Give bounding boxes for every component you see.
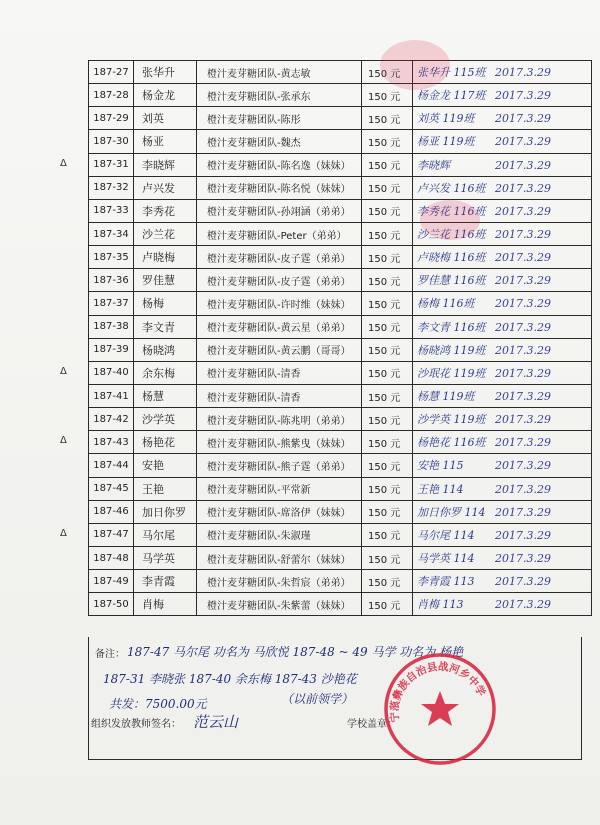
recipient-name: 加日你罗 — [134, 500, 197, 523]
row-number: 187-44 — [89, 454, 134, 477]
sponsor-team: 橙汁麦芽糖团队-朱淑瑾 — [197, 523, 362, 546]
notes-line-3: （以前领学） — [281, 692, 354, 706]
signature-cell — [413, 500, 592, 523]
signature-date: 2017.3.29 — [495, 552, 551, 566]
amount: 150 元 — [362, 523, 413, 546]
recipient-name: 张华升 — [134, 61, 197, 84]
table-row — [89, 593, 592, 616]
recipient-name: 李文青 — [134, 315, 197, 338]
signature-date: 2017.3.29 — [495, 204, 551, 218]
recipient-name: 杨梅 — [134, 292, 197, 315]
signature-name: 安艳 115 — [417, 459, 464, 473]
signature-cell — [413, 546, 592, 569]
signature-cell — [413, 315, 592, 338]
delta-mark: Δ — [60, 528, 67, 539]
row-number: 187-27 — [89, 61, 134, 84]
signature-date: 2017.3.29 — [495, 482, 551, 496]
signature-name: 王艳 114 — [417, 482, 464, 496]
amount: 150 元 — [362, 546, 413, 569]
row-number: 187-28 — [89, 84, 134, 107]
signature-date: 2017.3.29 — [495, 459, 551, 473]
amount: 150 元 — [362, 292, 413, 315]
recipient-name: 杨金龙 — [134, 84, 197, 107]
recipient-name: 沙学英 — [134, 408, 197, 431]
row-number: 187-33 — [89, 199, 134, 222]
sponsor-team: 橙汁麦芽糖团队-陈名逸（妹妹） — [197, 153, 362, 176]
signature-cell — [413, 292, 592, 315]
amount: 150 元 — [362, 338, 413, 361]
signature-cell — [413, 408, 592, 431]
recipient-name: 杨艳花 — [134, 431, 197, 454]
row-number: 187-48 — [89, 546, 134, 569]
signature-name: 李晓辉 — [417, 158, 450, 172]
signature-cell — [413, 431, 592, 454]
total-amount: 共发：7500.00元 — [109, 697, 207, 711]
signature-date: 2017.3.29 — [495, 158, 551, 172]
signature-date: 2017.3.29 — [495, 598, 551, 612]
signature-cell — [413, 523, 592, 546]
table-row — [89, 61, 592, 84]
amount: 150 元 — [362, 246, 413, 269]
sponsor-team: 橙汁麦芽糖团队-皮子霆（弟弟） — [197, 246, 362, 269]
row-number: 187-37 — [89, 292, 134, 315]
table-row — [89, 408, 592, 431]
signature-date: 2017.3.29 — [495, 112, 551, 126]
distribution-table — [88, 60, 592, 616]
table-row — [89, 477, 592, 500]
school-seal — [382, 651, 498, 767]
delta-mark: Δ — [60, 365, 67, 377]
sponsor-team: 橙汁麦芽糖团队-皮子霆（弟弟） — [197, 269, 362, 292]
row-number: 187-45 — [89, 477, 134, 500]
amount: 150 元 — [362, 269, 413, 292]
signature-name: 李青霞 113 — [417, 575, 475, 589]
table-row — [89, 84, 592, 107]
table-row — [89, 292, 592, 315]
signature-date: 2017.3.29 — [495, 575, 551, 589]
table-row — [89, 176, 592, 199]
amount: 150 元 — [362, 176, 413, 199]
sponsor-team: 橙汁麦芽糖团队-朱紫蕾（妹妹） — [197, 593, 362, 616]
row-number: 187-38 — [89, 315, 134, 338]
sponsor-team: 橙汁麦芽糖团队-熊紫曳（妹妹） — [197, 431, 362, 454]
sponsor-team: 橙汁麦芽糖团队-清香 — [197, 361, 362, 384]
recipient-name: 王艳 — [134, 477, 197, 500]
amount: 150 元 — [362, 408, 413, 431]
teacher-signature-label: 组织发放教师签名： — [91, 719, 181, 730]
signature-date: 2017.3.29 — [495, 251, 551, 265]
amount: 150 元 — [362, 361, 413, 384]
signature-name: 杨艳花 116班 — [417, 436, 486, 450]
signature-name: 罗佳慧 116班 — [417, 274, 486, 288]
sponsor-team: 橙汁麦芽糖团队-张承东 — [197, 84, 362, 107]
sponsor-team: 橙汁麦芽糖团队-舒蕾尔（妹妹） — [197, 546, 362, 569]
signature-date: 2017.3.29 — [495, 343, 551, 357]
table-body — [89, 61, 592, 616]
signature-cell — [413, 153, 592, 176]
signature-date: 2017.3.29 — [495, 89, 551, 103]
row-number: 187-30 — [89, 130, 134, 153]
signature-name: 沙兰花 116班 — [417, 228, 486, 242]
signature-name: 杨慧 119班 — [417, 390, 475, 404]
recipient-name: 李青霞 — [134, 570, 197, 593]
signature-cell — [413, 176, 592, 199]
sponsor-team: 橙汁麦芽糖团队-陈名悦（妹妹） — [197, 176, 362, 199]
signature-cell — [413, 477, 592, 500]
table-row — [89, 570, 592, 593]
amount: 150 元 — [362, 500, 413, 523]
signature-cell — [413, 384, 592, 407]
table-row — [89, 361, 592, 384]
teacher-signature: 范云山 — [193, 713, 239, 731]
row-number: 187-50 — [89, 593, 134, 616]
amount: 150 元 — [362, 199, 413, 222]
signature-cell — [413, 246, 592, 269]
recipient-name: 卢晓梅 — [134, 246, 197, 269]
signature-date: 2017.3.29 — [495, 436, 551, 450]
row-number: 187-40 — [89, 361, 134, 384]
sponsor-team: 橙汁麦芽糖团队-陈兆明（弟弟） — [197, 408, 362, 431]
recipient-name: 卢兴发 — [134, 176, 197, 199]
amount: 150 元 — [362, 593, 413, 616]
signature-name: 杨梅 116班 — [417, 297, 475, 311]
sponsor-team: 橙汁麦芽糖团队-许时维（妹妹） — [197, 292, 362, 315]
row-number: 187-49 — [89, 570, 134, 593]
recipient-name: 李晓辉 — [134, 153, 197, 176]
table-row — [89, 130, 592, 153]
sponsor-team: 橙汁麦芽糖团队-黄志敏 — [197, 61, 362, 84]
recipient-name: 马学英 — [134, 546, 197, 569]
signature-name: 加日你罗 114 — [417, 505, 486, 519]
sponsor-team: 橙汁麦芽糖团队-孙翊涵（弟弟） — [197, 199, 362, 222]
table-row — [89, 523, 592, 546]
signature-name: 杨亚 119班 — [417, 135, 475, 149]
amount: 150 元 — [362, 477, 413, 500]
notes-section — [88, 637, 582, 760]
sponsor-team: 橙汁麦芽糖团队-陈彤 — [197, 107, 362, 130]
signature-name: 李秀花 116班 — [417, 204, 486, 218]
signature-name: 卢晓梅 116班 — [417, 251, 486, 265]
table-row — [89, 431, 592, 454]
signature-cell — [413, 130, 592, 153]
seal-bleed — [380, 40, 450, 90]
amount: 150 元 — [362, 570, 413, 593]
signature-cell — [413, 593, 592, 616]
school-stamp-label: 学校盖章： — [347, 719, 397, 730]
amount: 150 元 — [362, 431, 413, 454]
signature-cell — [413, 107, 592, 130]
row-number: 187-31 — [89, 153, 134, 176]
amount: 150 元 — [362, 84, 413, 107]
signature-cell — [413, 570, 592, 593]
signature-name: 张华升 115班 — [417, 66, 486, 80]
signature-date: 2017.3.29 — [495, 297, 551, 311]
signature-name: 沙珉花 119班 — [417, 366, 486, 380]
amount: 150 元 — [362, 222, 413, 245]
signature-name: 李文青 116班 — [417, 320, 486, 334]
recipient-name: 罗佳慧 — [134, 269, 197, 292]
sponsor-team: 橙汁麦芽糖团队-Peter（弟弟） — [197, 222, 362, 245]
table-row — [89, 500, 592, 523]
recipient-name: 余东梅 — [134, 361, 197, 384]
row-number: 187-36 — [89, 269, 134, 292]
amount: 150 元 — [362, 315, 413, 338]
sponsor-team: 橙汁麦芽糖团队-黄云鹏（哥哥） — [197, 338, 362, 361]
row-number: 187-29 — [89, 107, 134, 130]
table-row — [89, 338, 592, 361]
signature-name: 杨金龙 117班 — [417, 89, 486, 103]
row-number: 187-34 — [89, 222, 134, 245]
signature-name: 沙学英 119班 — [417, 413, 486, 427]
delta-mark: Δ — [60, 157, 67, 169]
sponsor-team: 橙汁麦芽糖团队-清香 — [197, 384, 362, 407]
signature-name: 卢兴发 116班 — [417, 181, 486, 195]
table-row — [89, 153, 592, 176]
table-row — [89, 546, 592, 569]
delta-mark: Δ — [60, 435, 67, 447]
signature-name: 肖梅 113 — [417, 598, 464, 612]
recipient-name: 肖梅 — [134, 593, 197, 616]
signature-cell — [413, 338, 592, 361]
sponsor-team: 橙汁麦芽糖团队-朱哲宸（弟弟） — [197, 570, 362, 593]
table-row — [89, 107, 592, 130]
recipient-name: 沙兰花 — [134, 222, 197, 245]
table-row — [89, 199, 592, 222]
amount: 150 元 — [362, 61, 413, 84]
signature-name: 杨晓鸿 119班 — [417, 343, 486, 357]
sponsor-team: 橙汁麦芽糖团队-熊子霆（弟弟） — [197, 454, 362, 477]
table-row — [89, 384, 592, 407]
signature-date: 2017.3.29 — [495, 505, 551, 519]
amount: 150 元 — [362, 454, 413, 477]
sponsor-team: 橙汁麦芽糖团队-席洛伊（妹妹） — [197, 500, 362, 523]
table-row — [89, 222, 592, 245]
sponsor-team: 橙汁麦芽糖团队-黄云星（弟弟） — [197, 315, 362, 338]
row-number: 187-35 — [89, 246, 134, 269]
row-number: 187-41 — [89, 384, 134, 407]
signature-date: 2017.3.29 — [495, 274, 551, 288]
row-number: 187-32 — [89, 176, 134, 199]
recipient-name: 杨慧 — [134, 384, 197, 407]
signature-date: 2017.3.29 — [495, 390, 551, 404]
seal-bleed — [420, 200, 480, 240]
signature-date: 2017.3.29 — [495, 135, 551, 149]
table-row — [89, 315, 592, 338]
signature-date: 2017.3.29 — [495, 66, 551, 80]
signature-date: 2017.3.29 — [495, 320, 551, 334]
seal-text: 宁蒗彝族自治县战河乡中学 — [388, 660, 488, 724]
amount: 150 元 — [362, 384, 413, 407]
sponsor-team: 橙汁麦芽糖团队-平常新 — [197, 477, 362, 500]
amount: 150 元 — [362, 153, 413, 176]
signature-cell — [413, 454, 592, 477]
signature-date: 2017.3.29 — [495, 528, 551, 542]
recipient-name: 刘英 — [134, 107, 197, 130]
recipient-name: 杨晓鸿 — [134, 338, 197, 361]
star-icon — [421, 691, 459, 726]
table-row — [89, 246, 592, 269]
signature-cell — [413, 361, 592, 384]
table-row — [89, 269, 592, 292]
signature-cell — [413, 84, 592, 107]
row-number: 187-39 — [89, 338, 134, 361]
row-number: 187-46 — [89, 500, 134, 523]
row-number: 187-47 — [89, 523, 134, 546]
notes-label: 备注： — [95, 649, 125, 660]
notes-line-2: 187-31 李晓张 187-40 余东梅 187-43 沙艳花 — [103, 672, 357, 686]
signature-name: 马学英 114 — [417, 552, 475, 566]
signature-date: 2017.3.29 — [495, 366, 551, 380]
recipient-name: 杨亚 — [134, 130, 197, 153]
signature-date: 2017.3.29 — [495, 181, 551, 195]
amount: 150 元 — [362, 130, 413, 153]
signature-name: 刘英 119班 — [417, 112, 475, 126]
row-number: 187-43 — [89, 431, 134, 454]
recipient-name: 李秀花 — [134, 199, 197, 222]
table-row — [89, 454, 592, 477]
signature-cell — [413, 269, 592, 292]
signature-date: 2017.3.29 — [495, 228, 551, 242]
notes-line-1: 187-47 马尔尾 功名为 马欣悦 187-48 ~ 49 马学 功名为 杨艳 — [127, 645, 464, 659]
signature-name: 马尔尾 114 — [417, 528, 475, 542]
recipient-name: 马尔尾 — [134, 523, 197, 546]
amount: 150 元 — [362, 107, 413, 130]
sponsor-team: 橙汁麦芽糖团队-魏杰 — [197, 130, 362, 153]
recipient-name: 安艳 — [134, 454, 197, 477]
signature-date: 2017.3.29 — [495, 413, 551, 427]
row-number: 187-42 — [89, 408, 134, 431]
